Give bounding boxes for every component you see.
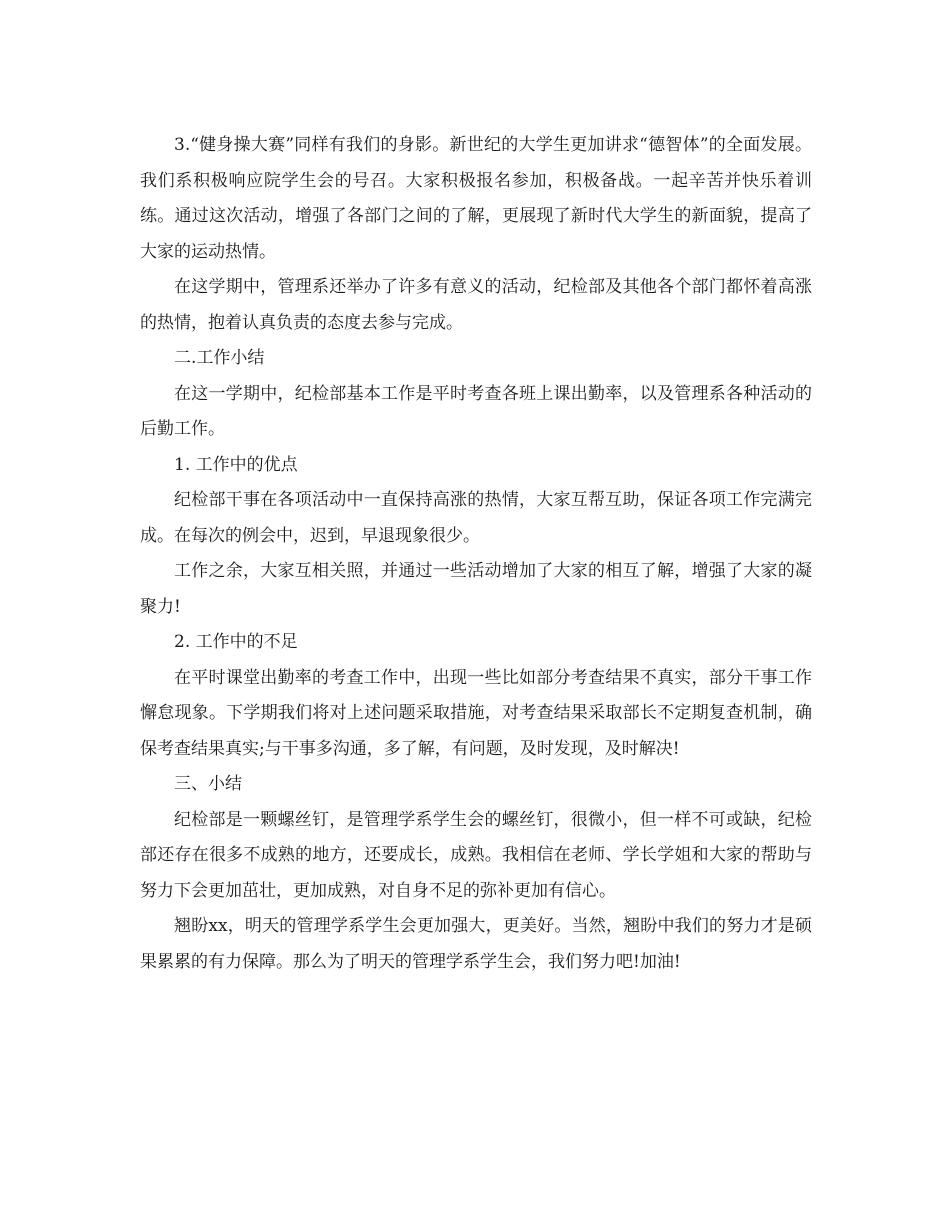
document-body	[140, 128, 812, 980]
paragraph-fitness-contest: 3.“健身操大赛”同样有我们的身影。新世纪的大学生更加讲求“德智体”的全面发展。我们系积极响应院学生会的号召。大家积极报名参加，积极备战。一起辛苦并快乐着训练。通过这次活动，增强了各部门之间的了解，更展现了新时代大学生的新面貌，提高了大家的运动热情。	[140, 135, 812, 262]
heading-conclusion: 三、小结	[174, 774, 242, 794]
heading-work-summary: 二.工作小结	[174, 348, 265, 368]
heading-shortcomings: 2. 工作中的不足	[174, 632, 298, 652]
heading-strengths: 1. 工作中的优点	[174, 454, 298, 475]
paragraph-strengths-1: 纪检部干事在各项活动中一直保持高涨的热情，大家互帮互助，保证各项工作完满完成。在每次的例会中，迟到，早退现象很少。	[140, 490, 812, 546]
paragraph-conclusion-1: 纪检部是一颗螺丝钉，是管理学系学生会的螺丝钉，很微小，但一样不可或缺，纪检部还存在很多不成熟的地方，还要成长，成熟。我相信在老师、学长学姐和大家的帮助与努力下会更加茁壮，更加成熟，对自身不足的弥补更加有信心。	[140, 809, 812, 901]
paragraph-shortcomings: 在平时课堂出勤率的考查工作中，出现一些比如部分考查结果不真实，部分干事工作懈怠现象。下学期我们将对上述问题采取措施，对考查结果采取部长不定期复查机制，确保考查结果真实;与干事多沟通，多了解，有问题，及时发现，及时解决!	[140, 667, 812, 759]
paragraph-semester-activities: 在这学期中，管理系还举办了许多有意义的活动，纪检部及其他各个部门都怀着高涨的热情，抱着认真负责的态度去参与完成。	[140, 277, 812, 333]
paragraph-conclusion-2: 翘盼xx，明天的管理学系学生会更加强大，更美好。当然，翘盼中我们的努力才是硕果累累的有力保障。那么为了明天的管理学系学生会，我们努力吧!加油!	[140, 916, 812, 972]
paragraph-strengths-2: 工作之余，大家互相关照，并通过一些活动增加了大家的相互了解，增强了大家的凝聚力!	[140, 561, 812, 617]
paragraph-basic-work: 在这一学期中，纪检部基本工作是平时考查各班上课出勤率，以及管理系各种活动的后勤工作。	[140, 383, 812, 439]
